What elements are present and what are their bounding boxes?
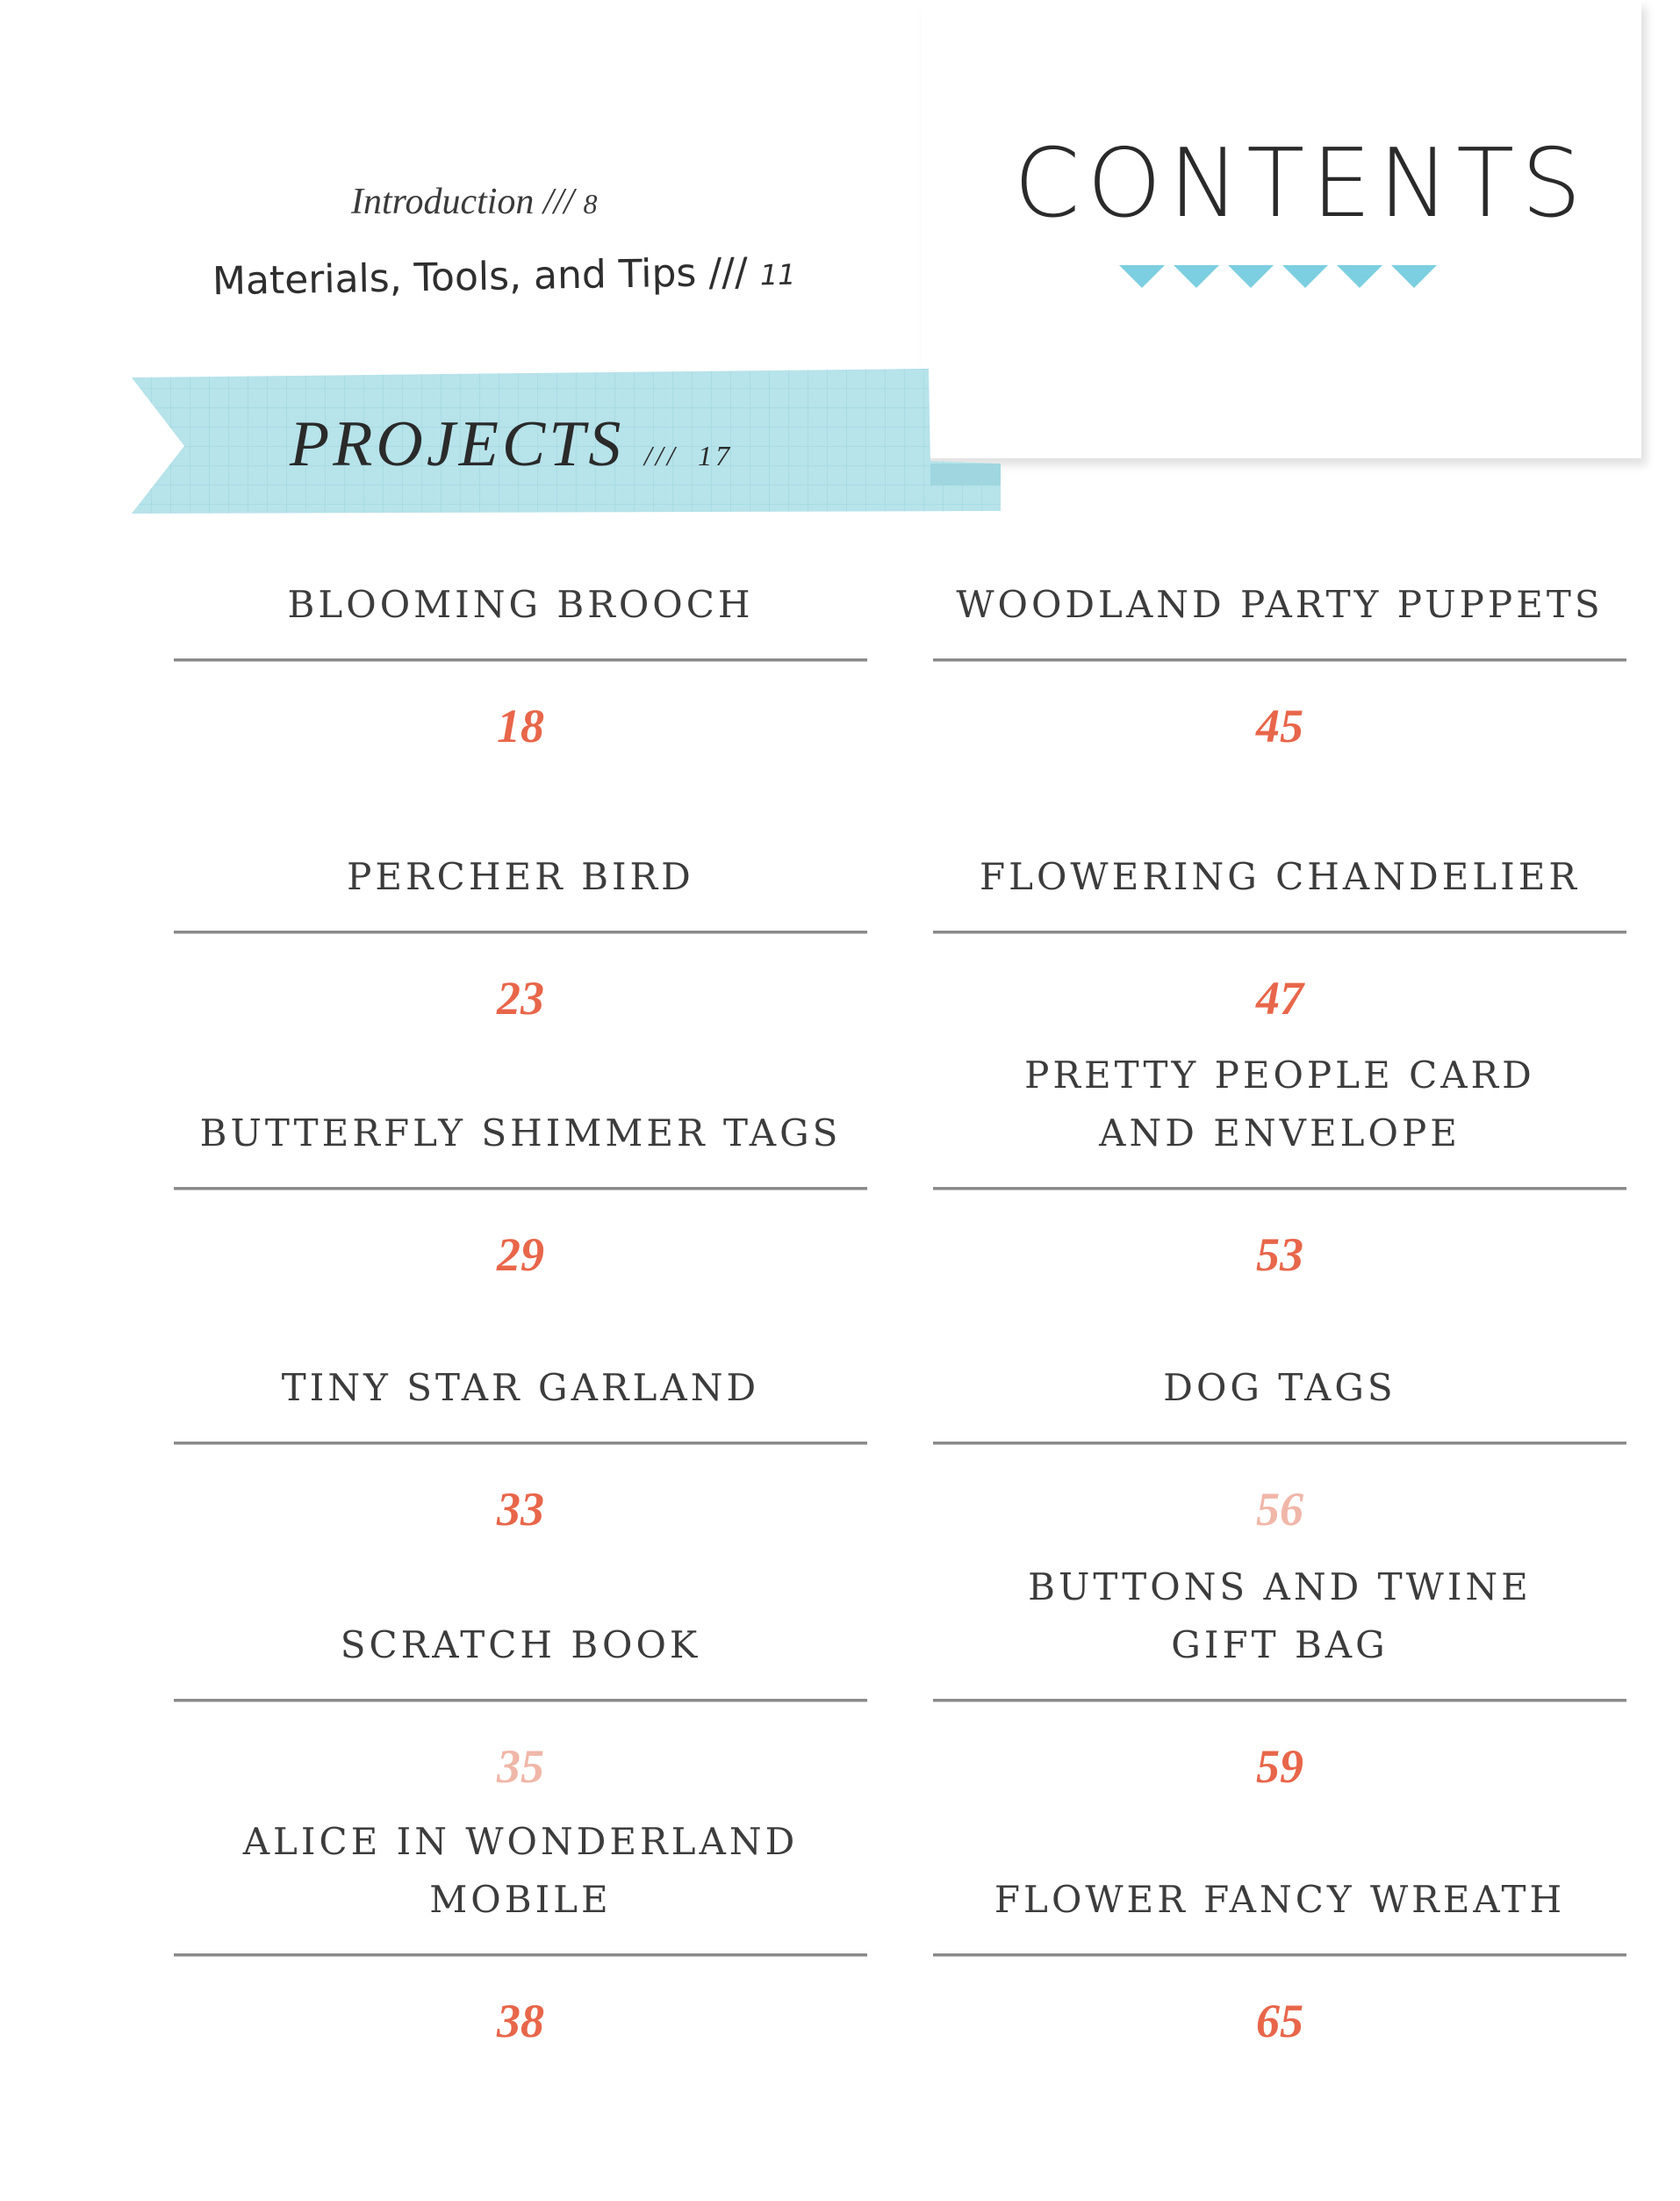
projects-separator: /// [643,440,678,471]
toc-entry-title [933,1047,1626,1162]
contents-title: CONTENTS [1014,129,1589,239]
toc-entry-title-line: AND ENVELOPE [1099,1111,1461,1154]
toc-entry-title-line: SCRATCH BOOK [340,1623,701,1666]
toc-entry-page-number: 33 [497,1483,544,1536]
toc-entry-divider [933,931,1626,934]
intro-page: 8 [583,188,598,219]
intro-label: Introduction [351,182,535,222]
triangle-bunting-icon [1119,262,1444,297]
toc-entry-title-line: BUTTERFLY SHIMMER TAGS [199,1111,842,1154]
toc-entry-title-line: FLOWER FANCY WREATH [994,1878,1566,1921]
toc-entry-page-number: 35 [497,1740,544,1793]
toc-entry-divider [933,1442,1626,1445]
projects-heading [290,400,733,488]
toc-entry-divider [933,1699,1626,1702]
toc-entry-title-line: BUTTONS AND TWINE [1028,1565,1532,1608]
toc-entry-page-number: 29 [497,1228,544,1281]
toc-entry-title [933,1558,1626,1674]
toc-entry-page-number: 65 [1256,1995,1303,2047]
materials-separator: /// [707,249,749,296]
toc-entry-divider [933,1187,1626,1190]
toc-entry-title-line: MOBILE [429,1878,612,1921]
toc-entry-title-line: WOODLAND PARTY PUPPETS [956,583,1604,626]
projects-banner[interactable] [132,369,1001,518]
toc-entry-title [933,848,1626,906]
toc-entry-title [174,576,867,634]
toc-entry-page-number: 59 [1256,1740,1303,1793]
toc-entry-page-number: 56 [1256,1483,1303,1536]
materials-label: Materials, Tools, and Tips [212,250,697,305]
projects-page: 17 [698,440,734,471]
toc-entry-title [174,1359,867,1417]
toc-entry-page-number: 47 [1256,972,1303,1025]
toc-entry-title [174,1104,867,1162]
toc-entry-title [933,576,1626,634]
toc-entry-title-line: PRETTY PEOPLE CARD [1024,1054,1535,1097]
toc-entry-page-number: 53 [1256,1228,1303,1281]
toc-entry-divider [174,1187,867,1190]
toc-entry-page-number: 18 [497,700,544,752]
toc-entry-divider [174,658,867,662]
toc-entry-divider [174,1442,867,1445]
toc-entry-title-line: GIFT BAG [1171,1623,1389,1666]
toc-entry-title [933,1359,1626,1417]
materials-page: 11 [759,257,796,292]
toc-entry-page-number: 38 [497,1995,544,2047]
intro-separator: /// [542,182,574,222]
toc-entry-title-line: FLOWERING CHANDELIER [979,855,1581,898]
toc-entry-title-line: ALICE IN WONDERLAND [242,1820,799,1863]
toc-entry-title-line: DOG TAGS [1163,1366,1396,1409]
toc-entry-title-line: PERCHER BIRD [347,855,694,898]
toc-entry-title-line: BLOOMING BROOCH [287,583,754,626]
intro-entry[interactable] [351,176,702,228]
toc-entry-divider [933,1953,1626,1957]
toc-entry-divider [933,658,1626,662]
toc-entry-divider [174,1953,867,1957]
toc-entry-page-number: 45 [1256,700,1303,752]
toc-entry-title [174,1616,867,1674]
toc-entry-page-number: 23 [497,972,544,1025]
toc-entry-divider [174,931,867,934]
projects-label: PROJECTS [290,408,625,480]
toc-entry-title [933,1871,1626,1929]
toc-entry-title [174,848,867,906]
toc-entry-divider [174,1699,867,1702]
materials-entry[interactable] [212,241,844,313]
toc-entry-title [174,1813,867,1929]
toc-entry-title-line: TINY STAR GARLAND [281,1366,760,1409]
